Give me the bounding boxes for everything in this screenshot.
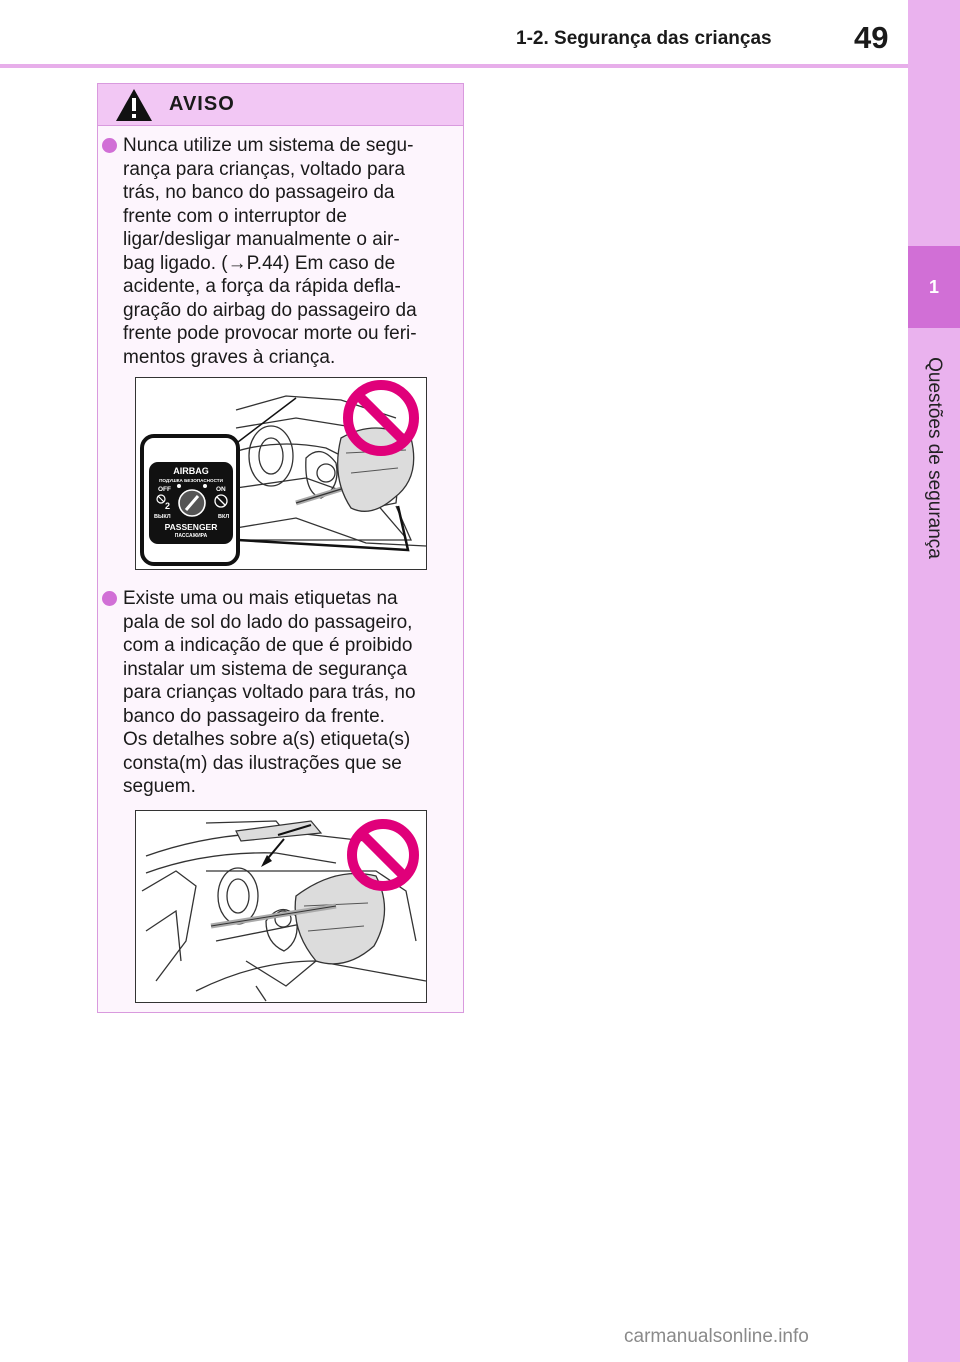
text-line: rança para crianças, voltado para xyxy=(123,158,405,180)
airbag-switch-illustration xyxy=(135,377,427,570)
warning-header xyxy=(98,84,463,126)
chapter-number: 1 xyxy=(928,276,939,297)
bullet-icon xyxy=(102,138,117,153)
text-line: seguem. xyxy=(123,776,196,797)
switch-off-ru-label: ВЫКЛ xyxy=(154,514,171,520)
text-line: Os detalhes sobre a(s) etiqueta(s) xyxy=(123,729,411,750)
side-tab xyxy=(908,0,960,1362)
text-line: para crianças voltado para trás, no xyxy=(123,682,416,703)
switch-passenger-ru-label: ПАССАЖИРА xyxy=(174,533,208,539)
text-line: banco do passageiro da frente. xyxy=(123,705,385,727)
page-number: 49 xyxy=(854,20,889,55)
warning-triangle-icon xyxy=(115,88,153,122)
warning-item-2 xyxy=(102,587,454,799)
switch-passenger-label: PASSENGER xyxy=(164,522,218,532)
text-line: gração do airbag do passageiro da xyxy=(123,299,417,321)
section-title: 1-2. Segurança das crianças xyxy=(516,28,772,49)
text-line: com a indicação de que é proibido xyxy=(123,635,413,656)
text-line: frente pode provocar morte ou feri- xyxy=(123,323,417,344)
text-line: ligar/desligar manualmente o air- xyxy=(123,229,400,250)
warning-box xyxy=(97,83,464,1013)
watermark: carmanualsonline.info xyxy=(624,1326,809,1347)
text-line: Existe uma ou mais etiquetas na xyxy=(123,588,398,609)
text-line: pala de sol do lado do passageiro, xyxy=(123,611,413,633)
text-line: Nunca utilize um sistema de segu- xyxy=(123,135,414,156)
text-line: consta(m) das ilustrações que se xyxy=(123,752,402,774)
prohibition-sign-icon xyxy=(352,824,414,886)
text-line: bag ligado. (→P.44) Em caso de xyxy=(123,252,396,274)
text-line: trás, no banco do passageiro da xyxy=(123,182,395,203)
switch-on-ru-label: ВКЛ xyxy=(218,514,230,520)
warning-label: AVISO xyxy=(169,93,235,115)
header-rule xyxy=(0,64,908,68)
text-line: acidente, a força da rápida defla- xyxy=(123,276,401,297)
switch-off-label: OFF xyxy=(158,486,171,493)
text-line: instalar um sistema de segurança xyxy=(123,658,408,680)
text-line: frente com o interruptor de xyxy=(123,205,347,227)
chapter-tab xyxy=(908,246,960,328)
seat-number: 2 xyxy=(165,501,171,511)
switch-title: AIRBAG xyxy=(173,466,209,476)
bullet-icon xyxy=(102,591,117,606)
warning-item-1 xyxy=(102,134,454,369)
chapter-title: Questões de segurança xyxy=(924,357,945,559)
text-line: mentos graves à criança. xyxy=(123,346,336,368)
switch-on-label: ON xyxy=(216,486,226,493)
sun-visor-label-illustration xyxy=(135,810,427,1003)
switch-title-ru: ПОДУШКА БЕЗОПАСНОСТИ xyxy=(159,478,223,483)
